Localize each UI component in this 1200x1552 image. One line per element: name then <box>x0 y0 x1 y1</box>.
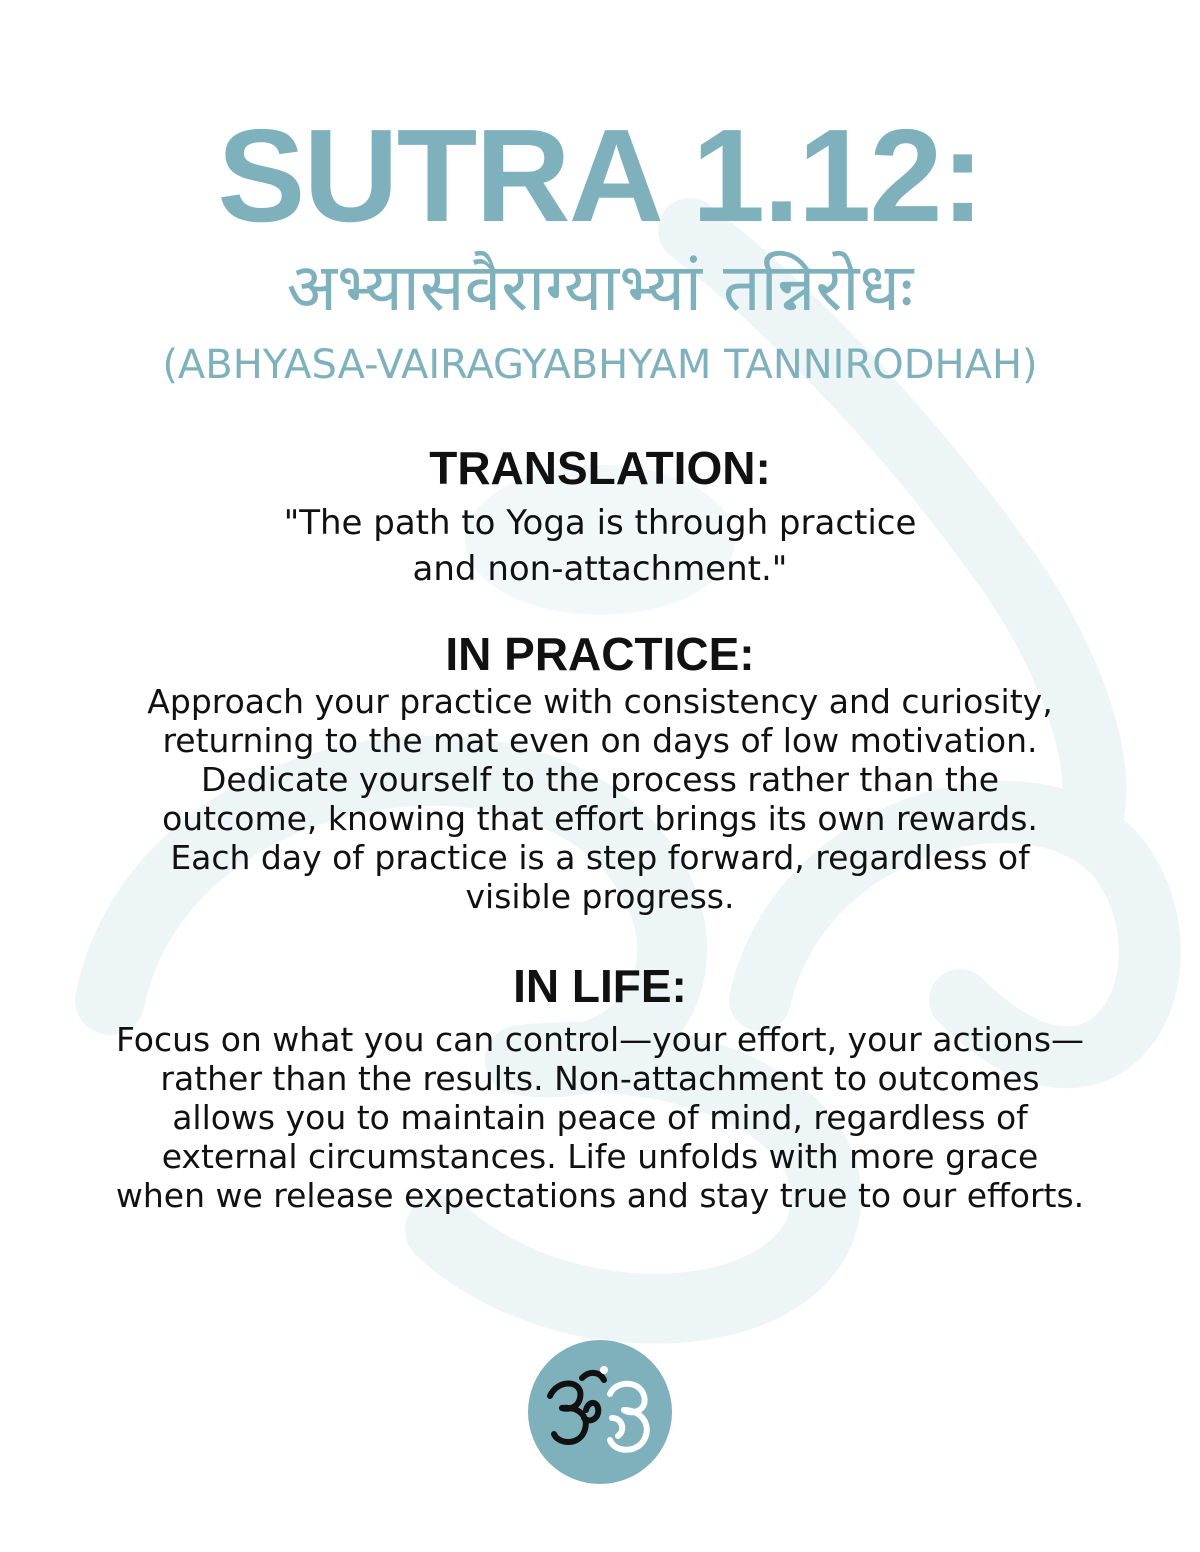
in-life-line: Focus on what you can control—your effort, your actions— <box>115 1020 1085 1059</box>
in-practice-line: outcome, knowing that effort brings its own rewards. <box>162 799 1038 838</box>
page-title: SUTRA 1.12: <box>217 102 983 249</box>
in-practice-line: Approach your practice with consistency and curiosity, <box>147 682 1053 721</box>
om-logo-icon <box>528 1340 672 1484</box>
in-practice-line: Each day of practice is a step forward, regardless of <box>170 838 1030 877</box>
in-practice-text <box>0 682 1200 916</box>
in-practice-line: Dedicate yourself to the process rather than the <box>200 760 1000 799</box>
translation-line: "The path to Yoga is through practice <box>283 503 917 543</box>
translation-heading: TRANSLATION: <box>429 442 771 494</box>
translation-line: and non-attachment." <box>412 549 788 589</box>
transliteration: (ABHYASA-VAIRAGYABHYAM TANNIRODHAH) <box>162 342 1038 388</box>
in-life-line: when we release expectations and stay true to our efforts. <box>115 1176 1085 1215</box>
in-practice-line: visible progress. <box>465 877 735 916</box>
in-life-line: rather than the results. Non-attachment to outcomes <box>160 1059 1040 1098</box>
sanskrit-verse: अभ्यासवैराग्याभ्यां तन्निरोधः <box>286 249 914 326</box>
in-life-line: external circumstances. Life unfolds with more grace <box>161 1137 1039 1176</box>
in-life-line: allows you to maintain peace of mind, regardless of <box>172 1098 1028 1137</box>
in-practice-line: returning to the mat even on days of low motivation. <box>162 721 1038 760</box>
in-practice-heading: IN PRACTICE: <box>445 628 755 680</box>
translation-text <box>0 500 1200 592</box>
in-life-heading: IN LIFE: <box>513 960 687 1012</box>
in-life-text <box>0 1020 1200 1215</box>
